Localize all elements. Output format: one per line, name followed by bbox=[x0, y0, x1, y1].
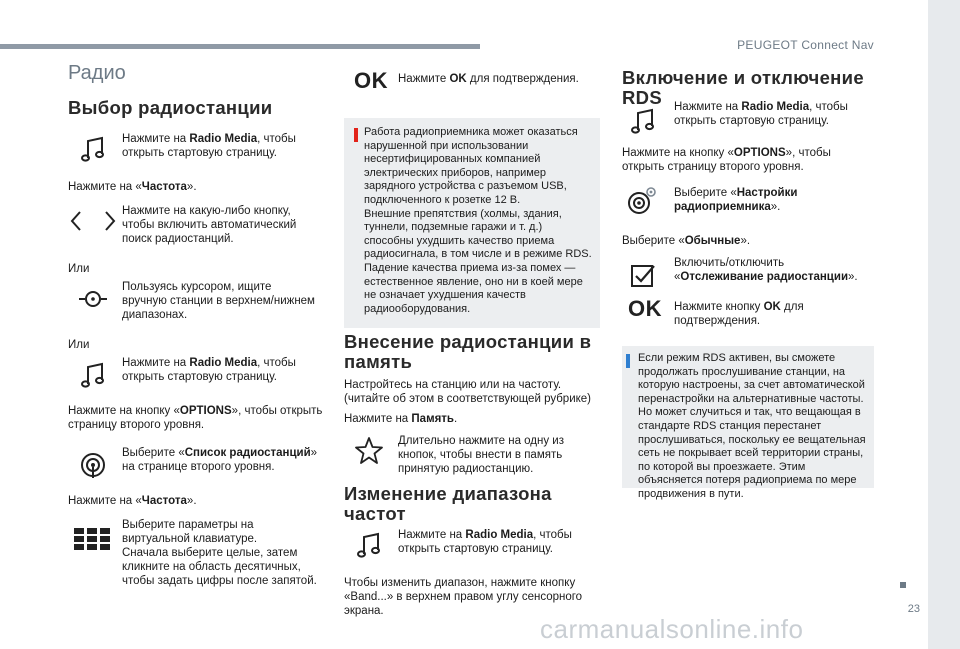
section-label: Радио bbox=[68, 62, 126, 84]
music-note-icon bbox=[76, 132, 110, 166]
paragraph-band: Чтобы изменить диапазон, нажмите кнопку «Band...» в верхнем правом углу сенсорного экрана. bbox=[344, 577, 583, 617]
paragraph-frequency: Нажмите на «Частота». bbox=[68, 181, 197, 193]
ok-icon: OK bbox=[354, 68, 388, 93]
warning-note: Работа радиоприемника может оказаться нарушенной при использовании несертифицированных компанией электрических приборов, например зарядного устройства с разъемом USB, подключенного к розетке 12 В. Внешние препятствия (холмы, здания, туннели, подземные гаражи и т. д.) способны ухудшить качество приема радиосигнала, в том числе и в режиме RDS. Падение качества приема из-за помех — естественное явление, оно ни в коей мере не означает ухудшения качеств радиооборудования. bbox=[344, 118, 600, 328]
heading-memory: Внесение радиостанции в память bbox=[344, 331, 592, 372]
step-virtual-keyboard: Выберите параметры на виртуальной клавиатуре. Сначала выберите целые, затем кликните на область десятичных, чтобы задать цифры после запятой. bbox=[68, 514, 324, 584]
star-memory-icon bbox=[352, 434, 386, 468]
paragraph-memory: Нажмите на Память. bbox=[344, 413, 458, 425]
step-open-radio-2: Нажмите на Radio Media, чтобы открыть стартовую страницу. bbox=[68, 352, 324, 392]
paragraph-options: Нажмите на кнопку «OPTIONS», чтобы открыть страницу второго уровня. bbox=[68, 405, 323, 431]
paragraph-general: Выберите «Обычные». bbox=[622, 235, 751, 247]
radio-station-list-icon bbox=[76, 448, 110, 482]
music-note-icon bbox=[352, 528, 386, 562]
ok-icon: OK bbox=[628, 296, 662, 321]
heading-station-select: Выбор радиостанции bbox=[68, 97, 273, 118]
step-confirm-ok: OK Нажмите OK для подтверждения. bbox=[354, 68, 579, 93]
step-radio-settings: Выберите «Настройки радиоприемника». bbox=[622, 184, 874, 220]
step-toggle-tracking: Включить/отключить «Отслеживание радиостанции». bbox=[622, 254, 874, 290]
top-rule bbox=[0, 44, 480, 49]
step-open-radio: Нажмите на Radio Media, чтобы открыть стартовую страницу. bbox=[68, 128, 324, 168]
page-number: 23 bbox=[907, 603, 920, 615]
step-open-radio-3: Нажмите на Radio Media, чтобы открыть стартовую страницу. bbox=[344, 524, 600, 558]
step-confirm-ok-2: OK Нажмите кнопку OK для подтверждения. bbox=[628, 296, 804, 327]
step-station-list: Выберите «Список радиостанций» на странице второго уровня. bbox=[68, 442, 324, 482]
info-note: Если режим RDS активен, вы сможете продолжать прослушивание станции, на которую настроены, за счет автоматической перенастройки на альтернативные частоты. Но может случиться и так, что вещающая в стандарте RDS станция перестанет прослушиваться, поскольку ее вещательная сеть не покрывает всей территории страны, по которой вы проезжаете. Этим объясняется потеря радиоприема по мере продвижения в пути. bbox=[622, 346, 874, 488]
continue-marker bbox=[900, 582, 906, 588]
step-manual-search: Пользуясь курсором, ищите вручную станции в верхнем/нижнем диапазонах. bbox=[68, 276, 324, 316]
step-store-station: Длительно нажмите на одну из кнопок, чтобы внести в память принятую радиостанцию. bbox=[344, 430, 600, 474]
music-note-icon bbox=[76, 358, 110, 392]
toggle-check-icon bbox=[626, 258, 660, 292]
prev-next-chevrons-icon bbox=[68, 204, 118, 238]
warning-mark-icon bbox=[354, 128, 358, 142]
step-open-radio-4: Нажмите на Radio Media, чтобы открыть стартовую страницу. bbox=[622, 98, 874, 134]
virtual-keyboard-icon bbox=[72, 522, 114, 556]
step-auto-search: Нажмите на какую-либо кнопку, чтобы включить автоматический поиск радиостанций. bbox=[68, 200, 324, 250]
radio-settings-icon bbox=[624, 184, 658, 218]
info-mark-icon bbox=[626, 354, 630, 368]
heading-rds: Включение и отключение RDS bbox=[622, 67, 864, 108]
tuning-cursor-icon bbox=[76, 282, 110, 316]
watermark: carmanualsonline.info bbox=[540, 614, 804, 644]
paragraph-tune: Настройтесь на станцию или на частоту. (читайте об этом в соответствующей рубрике) bbox=[344, 379, 592, 405]
paragraph-options-2: Нажмите на кнопку «OPTIONS», чтобы открыть страницу второго уровня. bbox=[622, 147, 831, 173]
brand-header: PEUGEOT Connect Nav bbox=[737, 38, 874, 52]
or-label-2: Или bbox=[68, 339, 90, 351]
paragraph-frequency-2: Нажмите на «Частота». bbox=[68, 495, 197, 507]
or-label-1: Или bbox=[68, 263, 90, 275]
music-note-icon bbox=[626, 104, 660, 138]
heading-band: Изменение диапазона частот bbox=[344, 483, 552, 524]
side-strip bbox=[928, 0, 960, 649]
